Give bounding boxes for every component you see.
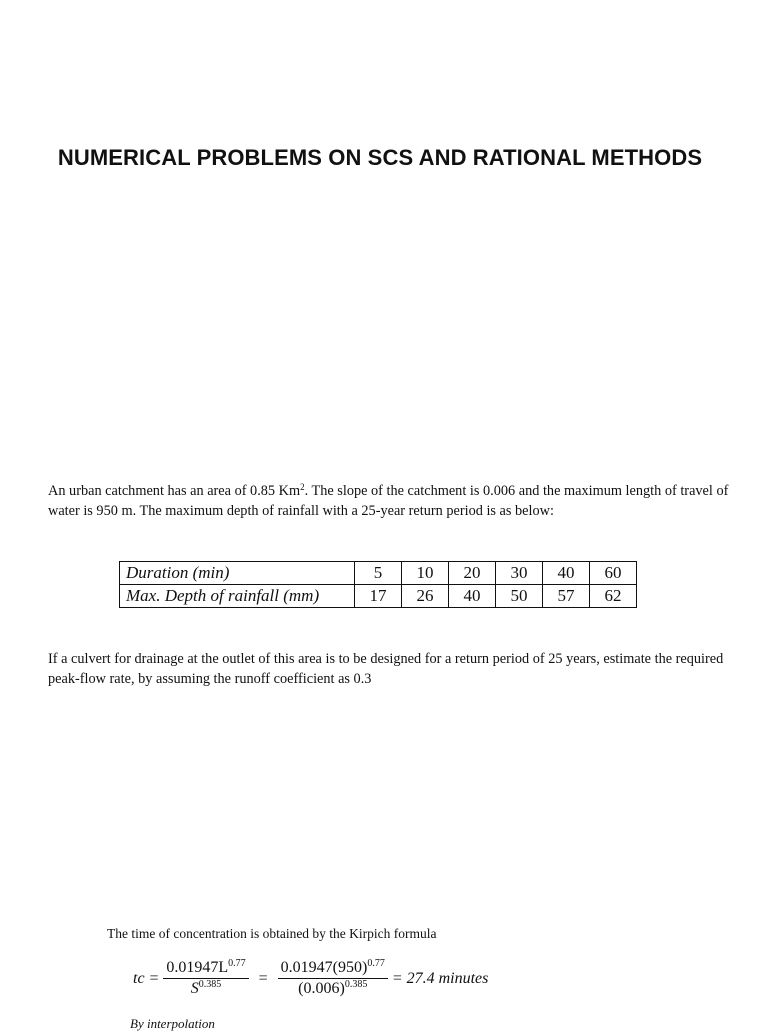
table-row-duration (120, 562, 637, 585)
table-cell: 5 (355, 562, 402, 585)
table-cell: 10 (402, 562, 449, 585)
table-cell: 20 (449, 562, 496, 585)
formula-result: = 27.4 minutes (391, 969, 489, 987)
table-row-label: Max. Depth of rainfall (mm) (120, 585, 355, 608)
kirpich-intro: The time of concentration is obtained by the Kirpich formula (107, 926, 437, 941)
table-row-depth (120, 585, 637, 608)
denominator-exponent: 0.385 (198, 979, 222, 990)
numerator-base: 0.01947L (166, 959, 229, 976)
table-cell: 17 (355, 585, 402, 608)
interpolation-heading: By interpolation (130, 1016, 215, 1031)
table-cell: 60 (590, 562, 637, 585)
denominator-base: S (190, 980, 199, 997)
denominator-exponent: 0.385 (344, 979, 368, 990)
fraction-numerator (278, 958, 388, 979)
problem-text-part2: . The slope of the catchment is 0.006 and the maximum length of travel of water is 950 m. The maximum depth of rainfall with a 25-year return period is as below: (48, 483, 729, 519)
table-cell: 26 (402, 585, 449, 608)
table-cell: 50 (496, 585, 543, 608)
table-cell: 30 (496, 562, 543, 585)
fraction-numerator (163, 958, 248, 979)
problem-statement (48, 482, 738, 521)
area-unit-superscript: 2 (300, 482, 305, 492)
table-cell: 57 (543, 585, 590, 608)
numerator-exponent: 0.77 (228, 958, 246, 969)
table-cell: 62 (590, 585, 637, 608)
table-row-label: Duration (min) (120, 562, 355, 585)
denominator-base: (0.006) (298, 980, 345, 997)
formula-lhs: tc = (133, 969, 160, 987)
formula-fraction-symbolic (163, 958, 248, 999)
equals-sign: = (258, 969, 268, 987)
numerator-base: 0.01947(950) (280, 959, 368, 976)
page-title: NUMERICAL PROBLEMS ON SCS AND RATIONAL METHODS (57, 145, 703, 170)
problem-text-part1: An urban catchment has an area of 0.85 Km (48, 483, 301, 499)
kirpich-formula (133, 958, 488, 999)
fraction-denominator (295, 979, 370, 999)
fraction-denominator (188, 979, 225, 999)
question-text: If a culvert for drainage at the outlet of this area is to be designed for a return period of 25 years, estimate the required peak-flow rate, by assuming the runoff coefficient as 0.3 (48, 651, 724, 687)
formula-fraction-numeric (278, 958, 388, 999)
numerator-exponent: 0.77 (367, 958, 385, 969)
table-cell: 40 (543, 562, 590, 585)
rainfall-table (119, 561, 637, 608)
table-cell: 40 (449, 585, 496, 608)
